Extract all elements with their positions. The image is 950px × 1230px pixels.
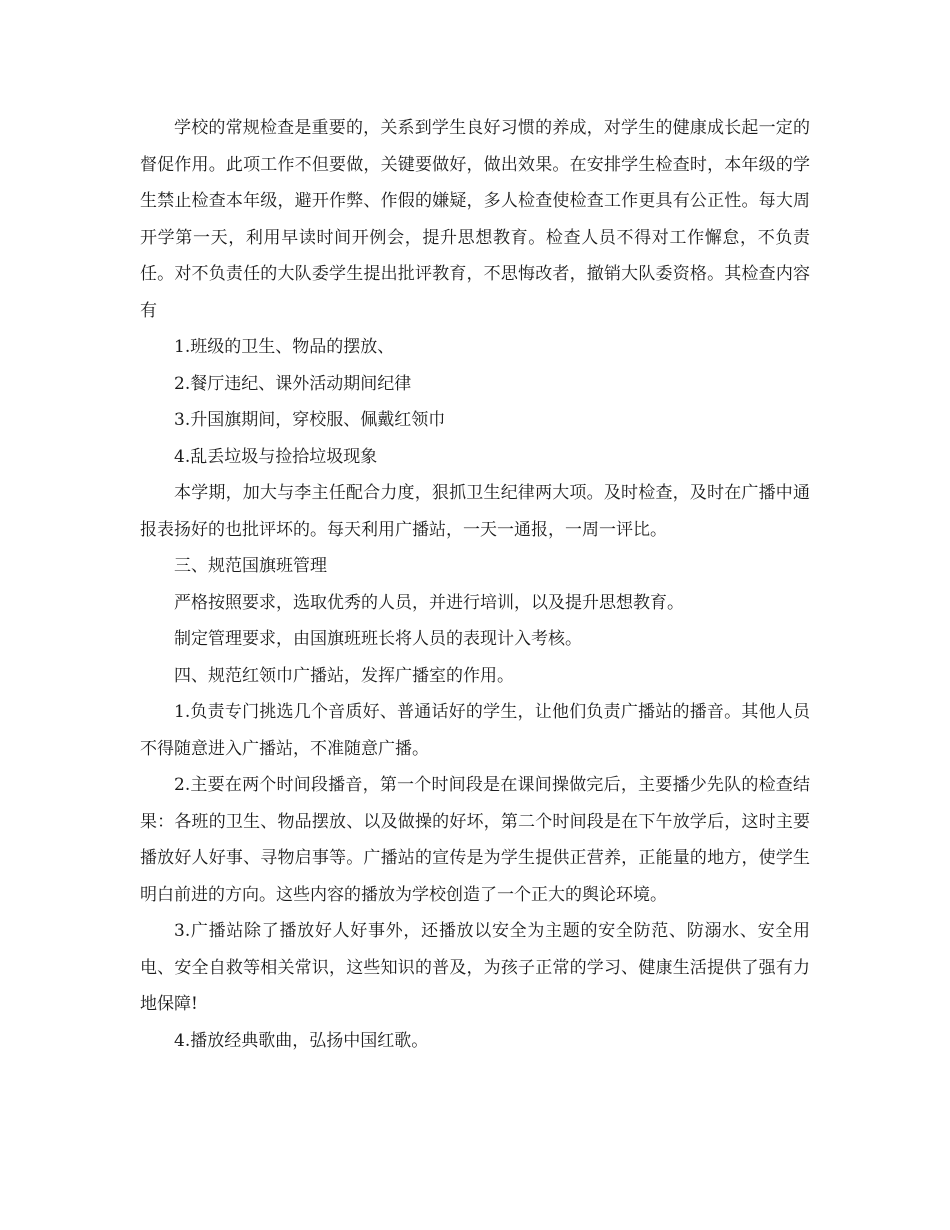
list-item-broadcast-announcers: 1.负责专门挑选几个音质好、普通话好的学生，让他们负责广播站的播音。其他人员不得随意进入广播站，不准随意广播。 [140, 702, 810, 759]
list-item-flag-raising: 3.升国旗期间，穿校服、佩戴红领巾 [174, 410, 446, 430]
list-item-broadcast-safety: 3.广播站除了播放好人好事外，还播放以安全为主题的安全防范、防溺水、安全用电、安全自救等相关常识，这些知识的普及，为孩子正常的学习、健康生活提供了强有力地保障! [140, 921, 810, 1014]
paragraph-flag-team-selection: 严格按照要求，选取优秀的人员，并进行培训，以及提升思想教育。 [174, 592, 684, 613]
paragraph-semester-plan: 本学期，加大与李主任配合力度，狠抓卫生纪律两大项。及时检查，及时在广播中通报表扬好的也批评坏的。每天利用广播站，一天一通报，一周一评比。 [140, 483, 810, 540]
list-item-broadcast-songs: 4.播放经典歌曲，弘扬中国红歌。 [174, 1030, 429, 1051]
paragraph-flag-team-assessment: 制定管理要求，由国旗班班长将人员的表现计入考核。 [174, 629, 582, 649]
list-item-class-hygiene: 1.班级的卫生、物品的摆放、 [174, 337, 395, 357]
list-item-broadcast-schedule: 2.主要在两个时间段播音，第一个时间段是在课间操做完后，主要播少先队的检查结果：各班的卫生、物品摆放、以及做操的好坏，第二个时间段是在下午放学后，这时主要播放好人好事、寻物启事等。广播站的宣传是为学生提供正营养，正能量的地方，使学生明白前进的方向。这些内容的播放为学校创造了一个正大的舆论环境。 [140, 775, 810, 905]
section-heading-broadcast-station: 四、规范红领巾广播站，发挥广播室的作用。 [174, 665, 514, 686]
list-item-canteen-discipline: 2.餐厅违纪、课外活动期间纪律 [174, 373, 412, 394]
paragraph-inspection-intro: 学校的常规检查是重要的，关系到学生良好习惯的养成，对学生的健康成长起一定的督促作用。此项工作不但要做，关键要做好，做出效果。在安排学生检查时，本年级的学生禁止检查本年级，避开作弊、作假的嫌疑，多人检查使检查工作更具有公正性。每大周开学第一天，利用早读时间开例会，提升思想教育。检查人员不得对工作懈怠，不负责任。对不负责任的大队委学生提出批评教育，不思悔改者，撤销大队委资格。其检查内容有 [140, 118, 810, 321]
list-item-litter: 4.乱丢垃圾与捡拾垃圾现象 [174, 446, 378, 467]
section-heading-flag-team: 三、规范国旗班管理 [174, 556, 327, 576]
document-page [140, 110, 810, 1059]
